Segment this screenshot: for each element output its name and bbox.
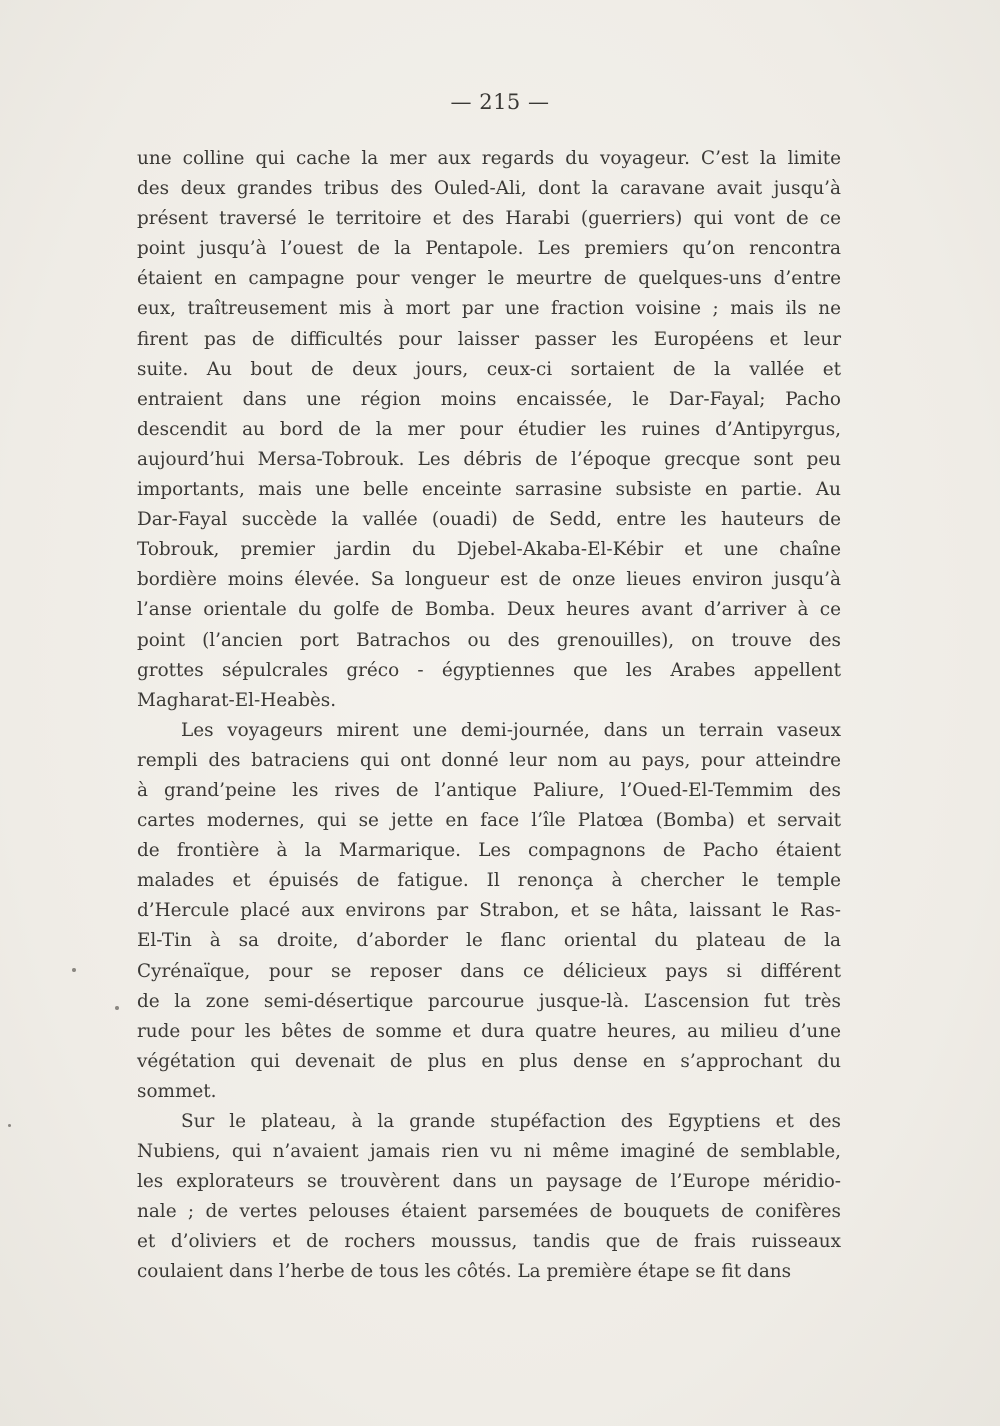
text-line: de la zone semi-désertique parcourue jusque-là. L’ascension fut très (137, 990, 841, 1012)
text-line: nale ; de vertes pelouses étaient parsemées de bouquets de conifères (137, 1201, 841, 1223)
text-line: cartes modernes, qui se jette en face l’île Platœa (Bomba) et servait (137, 810, 841, 832)
text-line: Nubiens, qui n’avaient jamais rien vu ni même imaginé de semblable, (137, 1141, 841, 1163)
text-line: rude pour les bêtes de somme et dura quatre heures, au milieu d’une (137, 1020, 841, 1042)
body-text (137, 144, 841, 1288)
paper-speck (115, 1006, 119, 1010)
text-line: et d’oliviers et de rochers moussus, tandis que de frais ruisseaux (137, 1231, 841, 1253)
text-line: rempli des batraciens qui ont donné leur nom au pays, pour atteindre (137, 749, 841, 771)
text-line: firent pas de difficultés pour laisser passer les Européens et leur (137, 328, 841, 350)
paragraph (137, 1107, 841, 1288)
text-line: grottes sépulcrales gréco - égyptiennes que les Arabes appellent (137, 659, 841, 681)
text-line: bordière moins élevée. Sa longueur est de onze lieues environ jusqu’à (137, 569, 841, 591)
text-line: végétation qui devenait de plus en plus dense en s’approchant du (137, 1050, 841, 1072)
paragraph (137, 144, 841, 716)
text-line: coulaient dans l’herbe de tous les côtés. La première étape se fit dans (137, 1261, 792, 1283)
text-line: point (l’ancien port Batrachos ou des grenouilles), on trouve des (137, 629, 841, 651)
text-line: à grand’peine les rives de l’antique Paliure, l’Oued-El-Temmim des (137, 779, 841, 801)
text-line: sommet. (137, 1080, 217, 1102)
text-line: descendit au bord de la mer pour étudier les ruines d’Antipyrgus, (137, 418, 841, 440)
text-line: Les voyageurs mirent une demi-journée, dans un terrain vaseux (181, 719, 841, 741)
text-line: Tobrouk, premier jardin du Djebel-Akaba-El-Kébir et une chaîne (137, 539, 841, 561)
text-line: Cyrénaïque, pour se reposer dans ce délicieux pays si différent (137, 960, 841, 982)
text-line: malades et épuisés de fatigue. Il renonça à chercher le temple (137, 870, 841, 892)
text-line: suite. Au bout de deux jours, ceux-ci sortaient de la vallée et (137, 358, 841, 380)
text-line: entraient dans une région moins encaissée, le Dar-Fayal; Pacho (137, 388, 841, 410)
page-number: — 215 — (450, 90, 550, 114)
text-line: l’anse orientale du golfe de Bomba. Deux heures avant d’arriver à ce (137, 599, 841, 621)
text-line: Sur le plateau, à la grande stupéfaction des Egyptiens et des (181, 1111, 841, 1132)
text-line: Magharat-El-Heabès. (137, 689, 337, 711)
paper-speck (8, 1124, 11, 1127)
text-line: El-Tin à sa droite, d’aborder le flanc oriental du plateau de la (137, 930, 841, 952)
text-line: étaient en campagne pour venger le meurtre de quelques-uns d’entre (137, 268, 841, 290)
text-line: importants, mais une belle enceinte sarrasine subsiste en partie. Au (137, 479, 841, 501)
text-line: point jusqu’à l’ouest de la Pentapole. Les premiers qu’on rencontra (137, 238, 841, 260)
text-line: une colline qui cache la mer aux regards du voyageur. C’est la limite (137, 148, 841, 169)
text-line: présent traversé le territoire et des Harabi (guerriers) qui vont de ce (137, 208, 841, 230)
text-line: d’Hercule placé aux environs par Strabon, et se hâta, laissant le Ras- (137, 900, 841, 922)
text-line: eux, traîtreusement mis à mort par une fraction voisine ; mais ils ne (137, 298, 841, 320)
text-line: de frontière à la Marmarique. Les compagnons de Pacho étaient (137, 840, 841, 862)
text-line: Dar-Fayal succède la vallée (ouadi) de Sedd, entre les hauteurs de (137, 509, 841, 531)
text-line: les explorateurs se trouvèrent dans un paysage de l’Europe méridio- (137, 1171, 841, 1193)
text-line: des deux grandes tribus des Ouled-Ali, dont la caravane avait jusqu’à (137, 178, 841, 200)
paper-speck (72, 968, 76, 972)
paragraph (137, 716, 841, 1107)
text-line: aujourd’hui Mersa-Tobrouk. Les débris de l’époque grecque sont peu (137, 448, 841, 470)
